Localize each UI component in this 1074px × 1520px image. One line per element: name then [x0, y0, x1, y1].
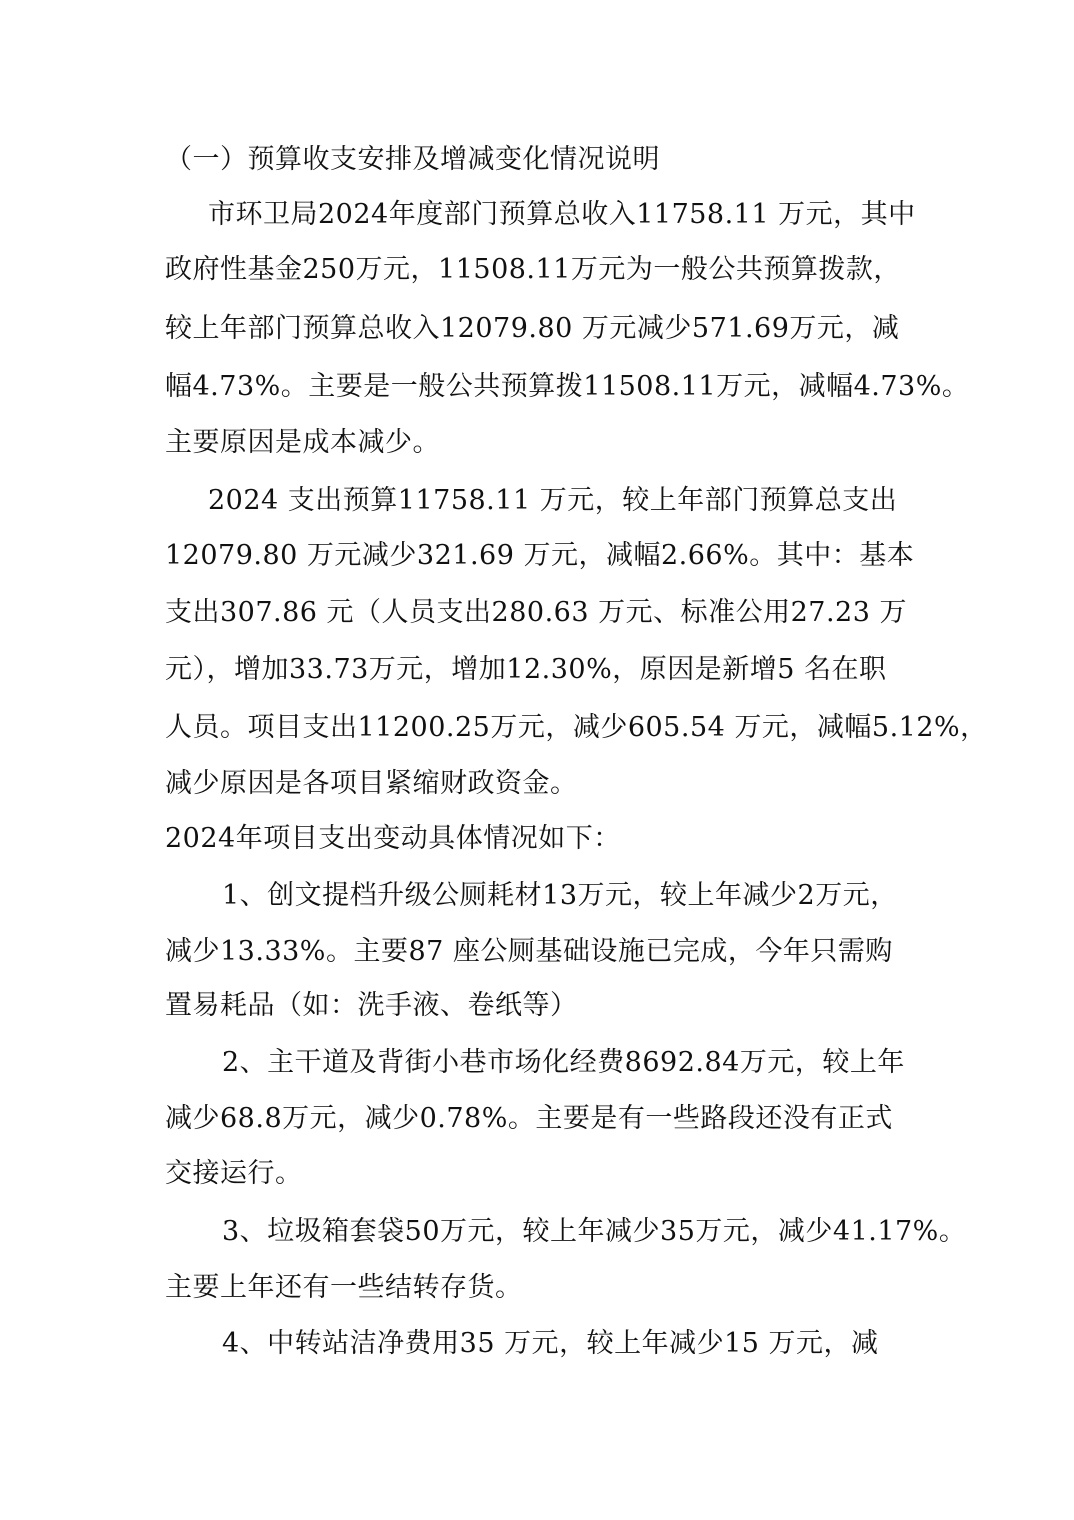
list-item-line: 2、主干道及背街小巷市场化经费8692.84万元，较上年 — [222, 1047, 905, 1078]
paragraph-line: 政府性基金250万元，11508.11万元为一般公共预算拨款， — [165, 254, 901, 285]
subsection-heading: 2024年项目支出变动具体情况如下： — [165, 823, 621, 854]
paragraph-line: 较上年部门预算总收入12079.80 万元减少571.69万元，减 — [165, 313, 900, 344]
paragraph-line: 市环卫局2024年度部门预算总收入11758.11 万元，其中 — [208, 199, 916, 230]
paragraph-line: 减少原因是各项目紧缩财政资金。 — [165, 768, 578, 799]
list-item-line: 3、垃圾箱套袋50万元，较上年减少35万元，减少41.17%。 — [222, 1216, 967, 1247]
paragraph-line: 幅4.73%。主要是一般公共预算拨11508.11万元，减幅4.73%。 — [165, 371, 970, 402]
paragraph-line: 12079.80 万元减少321.69 万元，减幅2.66%。其中：基本 — [165, 540, 915, 571]
list-item-line: 主要上年还有一些结转存货。 — [165, 1272, 523, 1303]
paragraph-line: 2024 支出预算11758.11 万元，较上年部门预算总支出 — [208, 485, 898, 516]
paragraph-line: 主要原因是成本减少。 — [165, 427, 440, 458]
list-item-line: 减少13.33%。主要87 座公厕基础设施已完成，今年只需购 — [165, 936, 893, 967]
list-item-line: 1、创文提档升级公厕耗材13万元，较上年减少2万元， — [222, 880, 898, 911]
paragraph-line: 人员。项目支出11200.25万元，减少605.54 万元，减幅5.12%， — [165, 712, 988, 743]
paragraph-line: 元），增加33.73万元，增加12.30%，原因是新增5 名在职 — [165, 654, 887, 685]
paragraph-line: 支出307.86 元（人员支出280.63 万元、标准公用27.23 万 — [165, 597, 907, 628]
list-item-line: 减少68.8万元，减少0.78%。主要是有一些路段还没有正式 — [165, 1103, 893, 1134]
list-item-line: 4、中转站洁净费用35 万元，较上年减少15 万元，减 — [222, 1328, 879, 1359]
list-item-line: 置易耗品（如：洗手液、卷纸等） — [165, 990, 578, 1021]
section-heading: （一）预算收支安排及增减变化情况说明 — [165, 144, 660, 175]
list-item-line: 交接运行。 — [165, 1158, 303, 1189]
